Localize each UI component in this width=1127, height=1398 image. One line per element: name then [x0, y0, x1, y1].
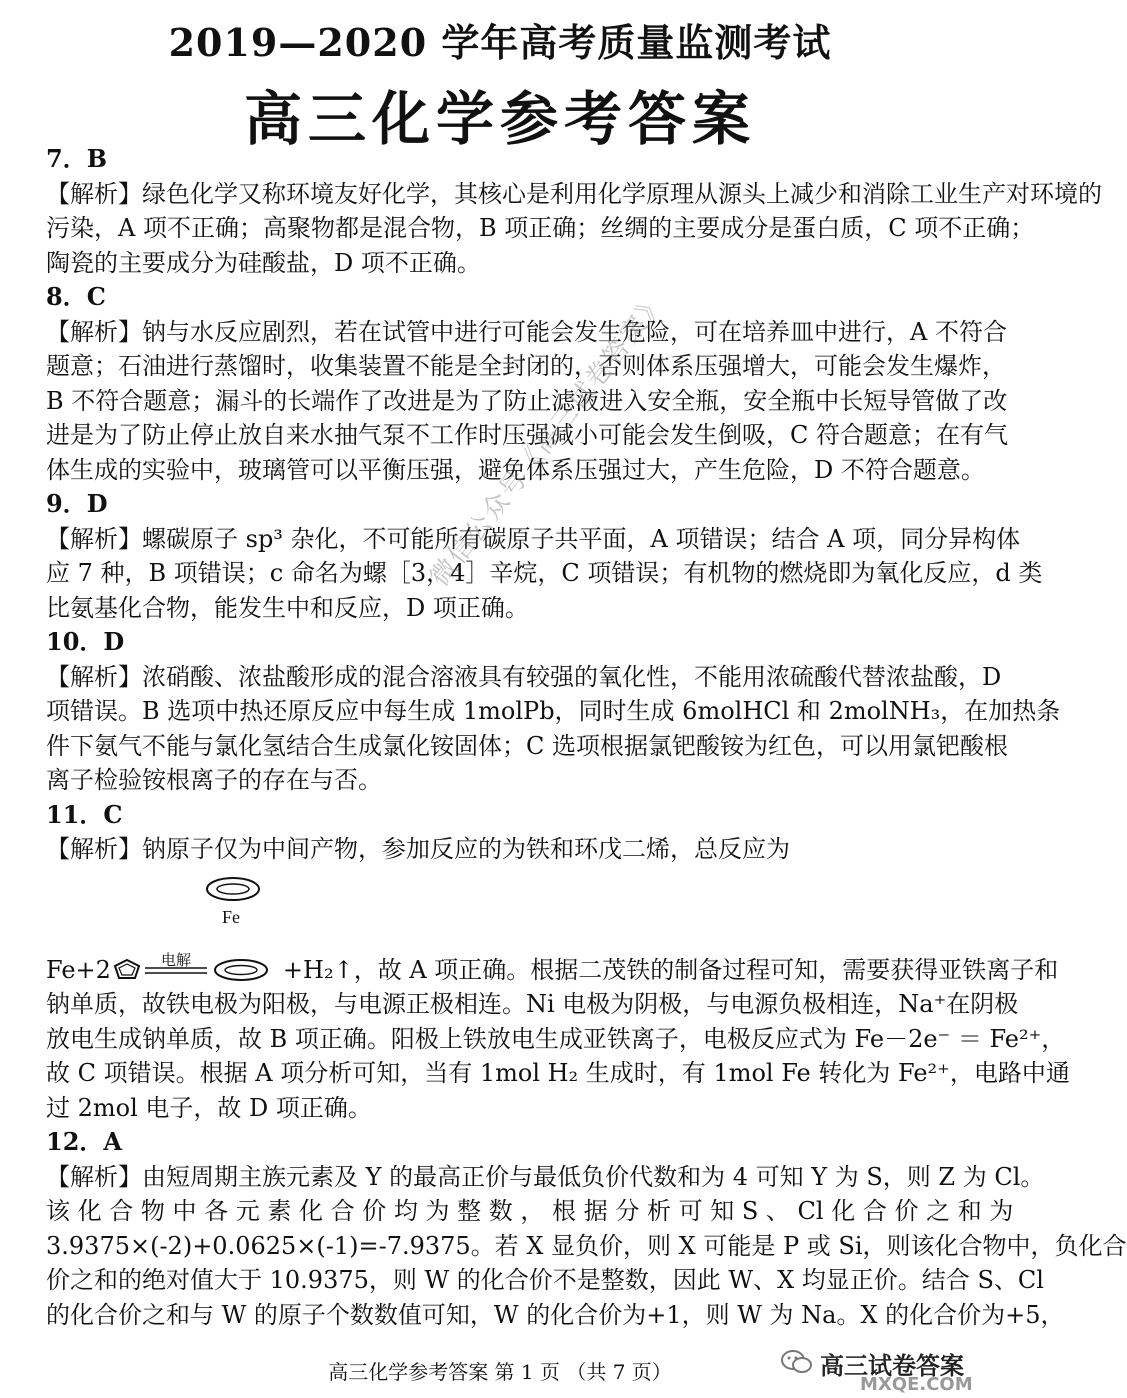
explanation-line: 【解析】由短周期主族元素及 Y 的最高正价与最低负价代数和为 4 可知 Y 为 S，则 Z 为 Cl。 [46, 1162, 1045, 1191]
watermark-text: 微信公众号《高三试卷答案》 [424, 286, 673, 593]
document-title: 高三化学参考答案 [243, 85, 756, 153]
explanation-line: 价之和的绝对值大于 10.9375，则 W 的化合价不是整数，因此 W、X 均显正价。结合 S、Cl [46, 1266, 1044, 1294]
answer-number-12: 12．A [46, 1127, 123, 1156]
explanation-line: 的化合价之和与 W 的原子个数数值可知，W 的化合价为+1，则 W 为 Na。X 的化合价为+5， [46, 1300, 1065, 1329]
answer-body [46, 142, 1127, 1332]
explanation-line: 放电生成钠单质，故 B 项正确。阳极上铁放电生成亚铁离子，电极反应式为 Fe－2e⁻ ＝ Fe²⁺， [46, 1024, 1066, 1053]
explanation-line: 故 C 项错误。根据 A 项分析可知，当有 1mol H₂ 生成时，有 1mol Fe 转化为 Fe²⁺，电路中通 [46, 1059, 1070, 1087]
explanation-line: 【解析】绿色化学又称环境友好化学，其核心是利用化学原理从源头上减少和消除工业生产对环境的 [46, 179, 1102, 208]
answer-number-9: 9．D [46, 489, 108, 518]
wechat-icon [780, 1348, 814, 1376]
reaction-equation-line [46, 950, 1059, 988]
explanation-line: 体生成的实验中，玻璃管可以平衡压强，避免体系压强过大，产生危险，D 不符合题意。 [46, 455, 985, 484]
explanation-line: 题意；石油进行蒸馏时，收集装置不能是全封闭的，否则体系压强增大，可能会发生爆炸， [46, 352, 1006, 380]
site-watermark: MXQE.COM [860, 1374, 973, 1395]
explanation-line: 【解析】钠原子仅为中间产物，参加反应的为铁和环戊二烯，总反应为 [46, 835, 790, 863]
explanation-line: B 不符合题意；漏斗的长端作了改进是为了防止滤液进入安全瓶，安全瓶中长短导管做了改 [46, 386, 1008, 415]
equation-reactant: Fe+2 [46, 955, 111, 984]
explanation-line: 污染，A 项不正确；高聚物都是混合物，B 项正确；丝绸的主要成分是蛋白质，C 项不正确； [46, 214, 1035, 242]
answer-number-11: 11．C [46, 799, 123, 829]
reaction-scheme-icon [111, 950, 283, 984]
electrolysis-label: 电解 [160, 950, 191, 969]
explanation-line: 该 化 合 物 中 各 元 素 化 合 价 均 为 整 数 ， 根 据 分 析 可 知 S 、 Cl 化 合 价 之 和 为 [46, 1197, 1014, 1225]
answer-number-7: 7．B [46, 144, 107, 173]
ferrocene-fe-label: Fe [222, 906, 240, 927]
exam-title: 2019—2020 学年高考质量监测考试 [168, 20, 832, 65]
explanation-line: 进是为了防止停止放自来水抽气泵不工作时压强减小可能会发生倒吸，C 符合题意；在有气 [46, 421, 1008, 449]
equation-product-text: +H₂↑，故 A 项正确。根据二茂铁的制备过程可知，需要获得亚铁离子和 [282, 955, 1059, 984]
ferrocene-structure [46, 867, 976, 953]
explanation-line: 陶瓷的主要成分为硅酸盐，D 项不正确。 [46, 248, 481, 277]
explanation-line: 【解析】钠与水反应剧烈，若在试管中进行可能会发生危险，可在培养皿中进行，A 不符合 [46, 317, 1007, 346]
explanation-line: 比氨基化合物，能发生中和反应，D 项正确。 [46, 593, 529, 622]
explanation-line: 3.9375×(-2)+0.0625×(-1)=-7.9375。若 X 显负价，则 X 可能是 P 或 Si，则该化合物中，负化合 [46, 1231, 1127, 1260]
explanation-line: 过 2mol 电子，故 D 项正确。 [46, 1093, 372, 1122]
answer-number-8: 8．C [46, 282, 106, 311]
explanation-line: 应 7 种，B 项错误；c 命名为螺［3，4］辛烷，C 项错误；有机物的燃烧即为氧化反应，d 类 [46, 559, 1043, 587]
explanation-line: 钠单质，故铁电极为阳极，与电源正极相连。Ni 电极为阴极，与电源负极相连，Na⁺在阴极 [46, 990, 1019, 1018]
explanation-line: 【解析】螺碳原子 sp³ 杂化，不可能所有碳原子共平面，A 项错误；结合 A 项，同分异构体 [46, 524, 1021, 553]
ferrocene-icon [46, 867, 346, 953]
page-footer: 高三化学参考答案 第 1 页 （共 7 页） [328, 1360, 672, 1384]
explanation-line: 【解析】浓硝酸、浓盐酸形成的混合溶液具有较强的氧化性，不能用浓硫酸代替浓盐酸，D [46, 662, 1002, 691]
explanation-line: 离子检验铵根离子的存在与否。 [46, 766, 382, 794]
answer-number-10: 10．D [46, 627, 125, 656]
explanation-line: 件下氨气不能与氯化氢结合生成氯化铵固体；C 选项根据氯钯酸铵为红色，可以用氯钯酸根 [46, 731, 1008, 760]
explanation-line: 项错误。B 选项中热还原反应中每生成 1molPb，同时生成 6molHCl 和 2molNH₃，在加热条 [46, 697, 1061, 725]
brand-watermark: 高三试卷答案 [820, 1352, 964, 1380]
